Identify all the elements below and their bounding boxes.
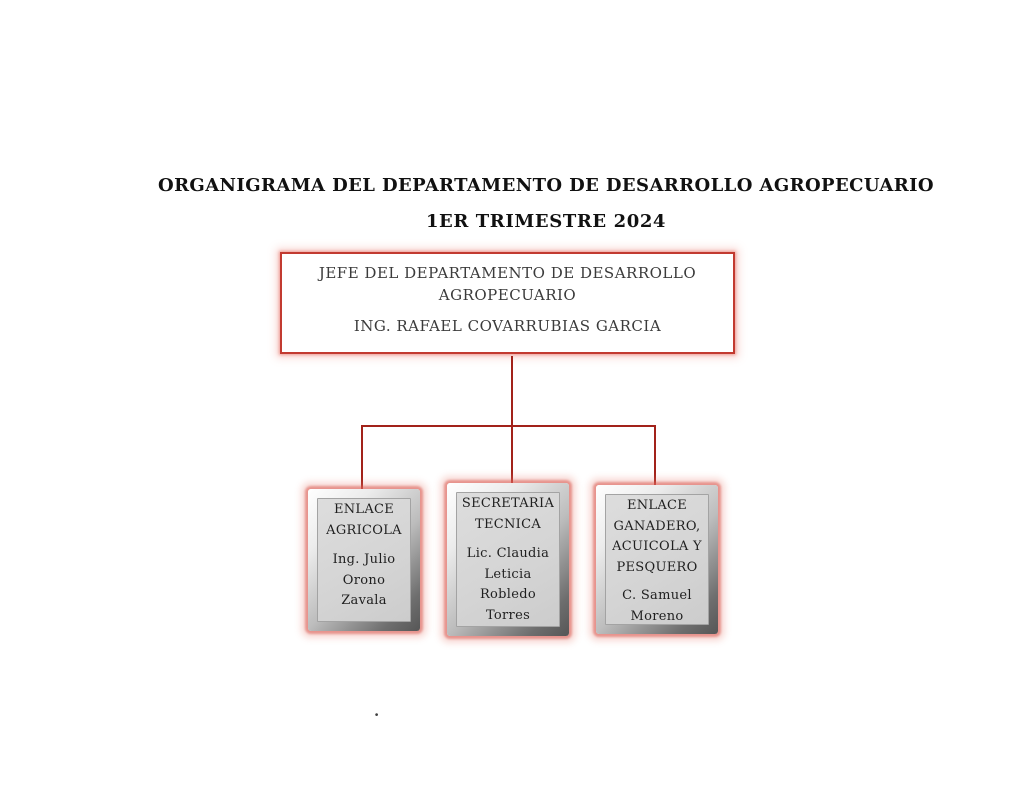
connector-drop-center: [511, 427, 513, 483]
root-role-line-1: JEFE DEL DEPARTAMENTO DE DESARROLLO: [318, 264, 697, 282]
node-name: [457, 544, 559, 626]
node-role-line: TECNICA: [474, 516, 542, 532]
connector-drop-left: [361, 427, 363, 489]
node-role-line: AGRICOLA: [326, 522, 402, 538]
node-name: [606, 586, 708, 627]
node-role-line: ACUICOLA Y: [612, 539, 702, 554]
node-role-line: ENLACE: [333, 502, 395, 517]
org-root-box: [280, 252, 735, 354]
org-node-panel: [456, 492, 560, 627]
org-node-panel: [605, 494, 709, 625]
org-node-enlace-ganadero: [596, 485, 718, 634]
node-role-line: GANADERO,: [613, 518, 701, 534]
node-name-line: Robledo: [479, 587, 537, 602]
node-name-line: Torres: [485, 607, 531, 623]
node-name-line: C. Samuel: [622, 588, 692, 603]
node-name-line: Moreno: [630, 608, 684, 624]
stray-dot: .: [374, 702, 380, 720]
org-node-enlace-agricola: [308, 489, 420, 631]
node-name-line: Lic. Claudia: [466, 546, 550, 561]
connector-drop-right: [654, 427, 656, 485]
page-header: [68, 176, 1024, 232]
node-name: [318, 550, 410, 612]
connector-stem: [511, 356, 513, 426]
root-role-line-2: AGROPECUARIO: [438, 286, 577, 304]
org-node-panel: [317, 498, 411, 622]
root-name: ING. RAFAEL COVARRUBIAS GARCIA: [353, 317, 662, 335]
node-role: [606, 496, 708, 578]
page-title: ORGANIGRAMA DEL DEPARTAMENTO DE DESARROLLO AGROPECUARIO: [157, 175, 934, 196]
org-node-secretaria-tecnica: [447, 483, 569, 636]
node-name-line: Orono Zavala: [341, 572, 387, 608]
page-subtitle: 1ER TRIMESTRE 2024: [425, 211, 667, 232]
node-role-line: ENLACE: [626, 498, 688, 513]
node-name-line: Ing. Julio: [332, 552, 396, 567]
node-role-line: PESQUERO: [616, 559, 698, 575]
node-role-line: SECRETARIA: [461, 496, 555, 511]
node-name-line: Leticia: [484, 566, 532, 582]
node-role: [318, 500, 410, 541]
connector-crossbar: [361, 425, 656, 427]
node-role: [457, 494, 559, 535]
